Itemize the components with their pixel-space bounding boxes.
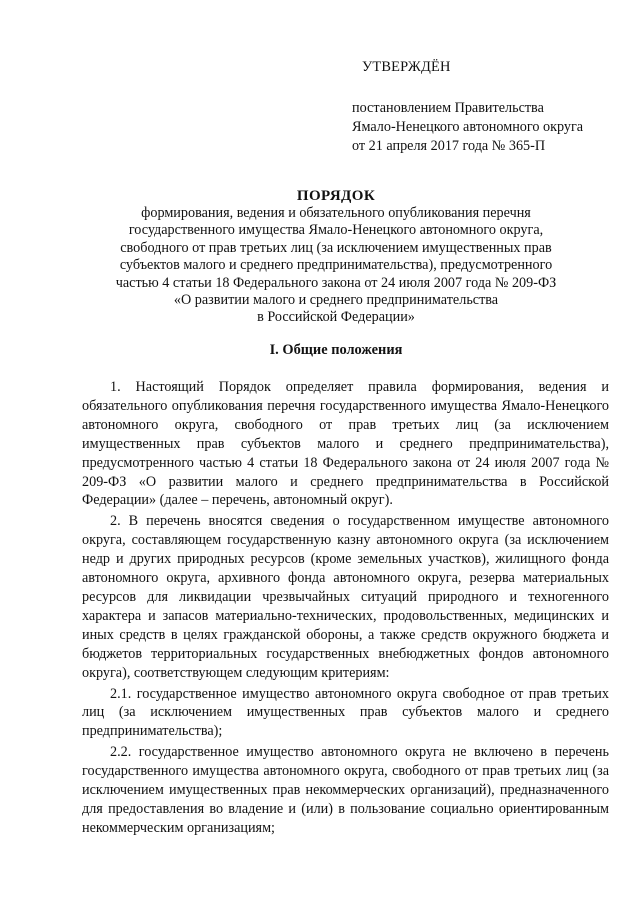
paragraph-2-1: 2.1. государственное имущество автономного округа свободное от прав третьих лиц (за исключением имущественных прав субъектов малого и среднего предпринимательства); bbox=[82, 685, 609, 740]
paragraph-1: 1. Настоящий Порядок определяет правила формирования, ведения и обязательного опубликования перечня государственного имущества Ямало-Ненецкого автономного округа, свободного от прав третьих лиц (за исключением имущественных прав субъектов малого и среднего предпринимательства), предусмотренного частью 4 статьи 18 Федерального закона от 24 июля 2007 года № 209-ФЗ «О развитии малого и среднего предпринимательства в Российской Федерации» (далее – перечень, автономный округ). bbox=[82, 379, 609, 509]
title-subline: формирования, ведения и обязательного опубликования перечня bbox=[141, 205, 531, 221]
approval-line-2: Ямало-Ненецкого автономного округа bbox=[352, 119, 584, 135]
paragraph-2: 2. В перечень вносятся сведения о государственном имуществе автономного округа, составляющем государственную казну автономного округа (за исключением недр и других природных ресурсов (кроме земельных участков), жилищного фонда автономного округа, архивного фонда автономного округа, резерва материальных ресурсов для ликвидации чрезвычайных ситуаций природного и техногенного характера и запасов материально-технических, продовольственных, медицинских и иных средств в целях гражданской обороны, а также средств окружного бюджета и бюджетов территориальных государственных внебюджетных фондов автономного округа), соответствующем следующим критериям: bbox=[82, 513, 609, 681]
document-title: ПОРЯДОК bbox=[296, 188, 376, 204]
document-title-block bbox=[62, 187, 610, 327]
paragraph-2-2: 2.2. государственное имущество автономного округа не включено в перечень государственного имущества автономного округа, свободного от прав третьих лиц (за исключением имущественных прав некоммерческих организаций), предназначенного для предоставления во владение и (или) в пользование социально ориентированным некоммерческим организациям; bbox=[82, 744, 609, 836]
document-body bbox=[82, 378, 609, 838]
title-subline: государственного имущества Ямало-Ненецкого автономного округа, bbox=[128, 222, 544, 239]
approved-label: УТВЕРЖДЁН bbox=[362, 59, 451, 75]
approval-line-3: от 21 апреля 2017 года № 365-П bbox=[352, 138, 546, 154]
title-subline: «О развитии малого и среднего предпринимательства bbox=[173, 292, 499, 309]
approval-stamp bbox=[352, 58, 622, 156]
title-subline: в Российской Федерации» bbox=[257, 309, 415, 326]
section-heading: I. Общие положения bbox=[269, 342, 403, 358]
title-subline: субъектов малого и среднего предпринимательства), предусмотренного bbox=[119, 257, 553, 274]
title-subline: свободного от прав третьих лиц (за исключением имущественных прав bbox=[120, 239, 552, 256]
title-subline: частью 4 статьи 18 Федерального закона от 24 июля 2007 года № 209-ФЗ bbox=[115, 274, 557, 291]
approval-line-1: постановлением Правительства bbox=[352, 100, 544, 116]
